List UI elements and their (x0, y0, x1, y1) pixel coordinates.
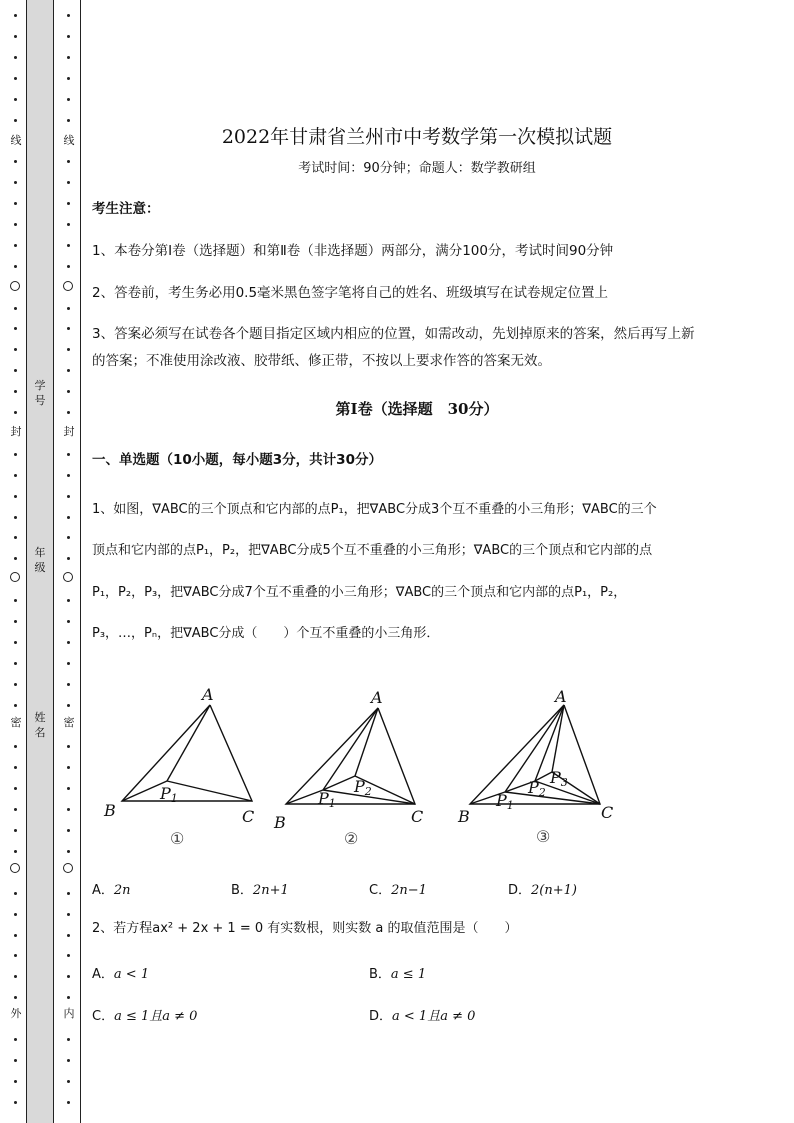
q1-option-b-letter: B． (231, 883, 253, 898)
cut-line-dot (14, 557, 17, 560)
cut-line-dot (67, 1080, 70, 1083)
cut-line-dot (14, 327, 17, 330)
cut-line-dot (14, 892, 17, 895)
field-label-student-id: 学 号 (34, 379, 46, 407)
fig3-label-p2: P2 (528, 778, 546, 799)
q1-line-3: P₁，P₂，P₃，把∇ABC分成7个互不重叠的小三角形；∇ABC的三个顶点和它内部的点P₁，P₂， (92, 585, 627, 600)
cut-line-dot (14, 348, 17, 351)
figure-captions (170, 827, 550, 848)
q2-option-a-letter: A． (92, 967, 114, 982)
fig3-label-b: B (458, 807, 470, 826)
q2-option-a[interactable] (92, 963, 149, 982)
cut-line-dot (67, 98, 70, 101)
cut-line-dot (14, 787, 17, 790)
fig1-label-c: C (242, 807, 255, 826)
cut-line-dot (67, 641, 70, 644)
fig3-label-c: C (601, 803, 614, 822)
cut-line-dot (14, 536, 17, 539)
notice-heading: 考生注意： (92, 201, 160, 217)
cut-line-dot (14, 77, 17, 80)
q1-option-d[interactable] (508, 879, 577, 898)
figure-1-caption: ① (170, 829, 185, 848)
cut-line-dot (67, 307, 70, 310)
cut-line-ring (10, 281, 20, 291)
cut-line-dot (67, 181, 70, 184)
cut-line-dot (67, 244, 70, 247)
outer-mark-mi: 密 (10, 716, 22, 729)
cut-line-dot (67, 975, 70, 978)
cut-line-dot (67, 745, 70, 748)
cut-line-dot (67, 474, 70, 477)
cut-line-dot (67, 1038, 70, 1041)
page-title: 2022年甘肃省兰州市中考数学第一次模拟试题 (221, 126, 613, 148)
cut-line-dot (14, 704, 17, 707)
q1-option-a[interactable] (92, 879, 131, 898)
inner-mark-feng: 封 (63, 425, 75, 438)
cut-line-ring (63, 863, 73, 873)
cut-line-dot (14, 808, 17, 811)
cut-line-dot (67, 829, 70, 832)
cut-line-ring (10, 863, 20, 873)
fig2-label-a: A (371, 688, 383, 707)
cut-line-dot (67, 35, 70, 38)
q1-option-c-text: 2n−1 (391, 883, 427, 898)
cut-line-dot (14, 202, 17, 205)
outer-mark-wai: 外 (10, 1007, 22, 1020)
part1-heading: 第I卷（选择题 30分） (335, 400, 499, 418)
cut-line-dot (14, 411, 17, 414)
figure-1 (122, 705, 252, 801)
cut-line-dot (67, 787, 70, 790)
cut-line-dot (67, 1101, 70, 1104)
cut-line-dot (14, 996, 17, 999)
q2-option-d-text: a < 1且a ≠ 0 (392, 1009, 476, 1024)
cut-line-dot (14, 516, 17, 519)
cut-line-dot (14, 620, 17, 623)
cut-line-dot (67, 411, 70, 414)
fig3-label-a: A (555, 687, 567, 706)
cut-line-dot (14, 850, 17, 853)
q1-line-1: 1、如图，∇ABC的三个顶点和它内部的点P₁，把∇ABC分成3个互不重叠的小三角形；∇ABC的三个 (92, 502, 657, 517)
cut-line-dot (67, 202, 70, 205)
q2-option-b-text: a ≤ 1 (390, 967, 427, 982)
cut-line-dot (67, 808, 70, 811)
cut-line-dot (67, 56, 70, 59)
cut-line-dot (14, 495, 17, 498)
cut-line-dot (14, 307, 17, 310)
q1-option-b-text: 2n+1 (252, 883, 289, 898)
cut-line-dot (14, 662, 17, 665)
cut-line-dot (67, 1059, 70, 1062)
cut-line-dot (67, 662, 70, 665)
cut-line-dot (14, 641, 17, 644)
inner-mark-mi: 密 (63, 716, 75, 729)
cut-line-ring (10, 572, 20, 582)
cut-line-dot (67, 327, 70, 330)
cut-line-dot (67, 348, 70, 351)
inner-mark-nei: 内 (63, 1007, 75, 1020)
q2-option-a-text: a < 1 (113, 967, 150, 982)
notice-item-1: 1、本卷分第I卷（选择题）和第Ⅱ卷（非选择题）两部分，满分100分，考试时间90分钟 (92, 243, 614, 259)
cut-line-dot (14, 390, 17, 393)
notice-item-3-cont: 的答案；不准使用涂改液、胶带纸、修正带，不按以上要求作答的答案无效。 (92, 353, 551, 369)
cut-line-dot (67, 390, 70, 393)
q2-stem: 2、若方程ax² + 2x + 1 = 0 有实数根，则实数 a 的取值范围是（ ） (92, 921, 518, 936)
q2-option-d-letter: D． (369, 1009, 393, 1024)
outer-mark-xian: 线 (10, 134, 22, 147)
q2-option-b-letter: B． (369, 967, 391, 982)
cut-line-dot (67, 683, 70, 686)
q1-line-4: P₃，…，Pₙ，把∇ABC分成（ ）个互不重叠的小三角形． (92, 626, 440, 641)
cut-line-dot (67, 892, 70, 895)
cut-line-dot (14, 934, 17, 937)
gutter-border-left (26, 0, 27, 1123)
cut-line-dot (14, 766, 17, 769)
cut-line-dot (14, 119, 17, 122)
cut-line-dot (14, 975, 17, 978)
cut-line-dot (67, 599, 70, 602)
notice-item-3: 3、答案必须写在试卷各个题目指定区域内相应的位置，如需改动，先划掉原来的答案，然后再写上新 (92, 326, 695, 342)
inner-mark-xian: 线 (63, 134, 75, 147)
cut-line-dot (14, 453, 17, 456)
fig1-label-b: B (104, 801, 116, 820)
fig2-label-b: B (274, 813, 286, 832)
q2-option-c-letter: C． (92, 1009, 115, 1024)
q1-option-c[interactable] (369, 879, 427, 898)
figure-2-caption: ② (344, 829, 359, 848)
cut-line-dot (14, 369, 17, 372)
cut-line-dot (14, 954, 17, 957)
fig2-label-c: C (411, 807, 424, 826)
cut-line-dot (14, 599, 17, 602)
cut-line-dot (67, 704, 70, 707)
cut-line-dot (67, 766, 70, 769)
inner-border (80, 0, 81, 1123)
cut-line-dot (67, 850, 70, 853)
cut-line-dot (14, 181, 17, 184)
cut-line-dot (67, 620, 70, 623)
q1-option-a-text: 2n (113, 883, 131, 898)
cut-line-dot (67, 14, 70, 17)
cut-line-dot (67, 160, 70, 163)
cut-line-dot (67, 453, 70, 456)
cut-line-dot (14, 1038, 17, 1041)
cut-line-dot (67, 516, 70, 519)
cut-line-dot (67, 954, 70, 957)
cut-line-dot (67, 913, 70, 916)
figure-2 (286, 708, 415, 804)
q2-option-c-text: a ≤ 1且a ≠ 0 (114, 1009, 198, 1024)
notice-item-2: 2、答卷前，考生务必用0.5毫米黑色签字笔将自己的姓名、班级填写在试卷规定位置上 (92, 285, 609, 301)
fig2-label-p2: P2 (354, 777, 372, 798)
cut-line-dot (67, 77, 70, 80)
fig1-label-p1: P1 (160, 784, 178, 805)
cut-line-dot (67, 996, 70, 999)
q2-option-c[interactable] (92, 1005, 197, 1024)
cut-line-dot (14, 265, 17, 268)
outer-mark-feng: 封 (10, 425, 22, 438)
cut-line-dot (14, 829, 17, 832)
fig1-label-a: A (202, 685, 214, 704)
cut-line-dot (14, 244, 17, 247)
fig2-label-p1: P1 (318, 789, 336, 810)
q1-line-2: 顶点和它内部的点P₁，P₂，把∇ABC分成5个互不重叠的小三角形；∇ABC的三个顶点和它内部的点 (92, 543, 653, 558)
cut-line-dot (67, 557, 70, 560)
fig3-label-p1: P1 (496, 791, 514, 812)
figure-3-caption: ③ (536, 827, 551, 846)
gutter-border-right (53, 0, 54, 1123)
q1-option-a-letter: A． (92, 883, 114, 898)
cut-line-dot (67, 934, 70, 937)
section-heading: 一、单选题（10小题，每小题3分，共计30分） (92, 452, 382, 468)
cut-line-dot (14, 1080, 17, 1083)
cut-line-dot (67, 265, 70, 268)
cut-line-ring (63, 572, 73, 582)
q1-figures (90, 680, 650, 855)
cut-line-dot (14, 683, 17, 686)
cut-line-dot (67, 495, 70, 498)
cut-line-dot (67, 223, 70, 226)
cut-line-dot (14, 223, 17, 226)
cut-line-dot (14, 913, 17, 916)
cut-line-ring (63, 281, 73, 291)
cut-line-dot (67, 536, 70, 539)
field-label-grade: 年 级 (34, 546, 46, 574)
q2-option-b[interactable] (369, 963, 426, 982)
q1-option-d-text: 2(n+1) (531, 883, 577, 898)
cut-line-dot (14, 1059, 17, 1062)
cut-line-dot (14, 474, 17, 477)
cut-line-dot (67, 369, 70, 372)
cut-line-dot (14, 160, 17, 163)
cut-line-dot (14, 56, 17, 59)
q1-option-c-letter: C． (369, 883, 392, 898)
cut-line-dot (14, 14, 17, 17)
cut-line-dot (67, 119, 70, 122)
q2-option-d[interactable] (369, 1005, 475, 1024)
cut-line-dot (14, 35, 17, 38)
q1-option-b[interactable] (231, 879, 289, 898)
cut-line-dot (14, 98, 17, 101)
page-subtitle: 考试时间：90分钟；命题人：数学教研组 (298, 161, 536, 176)
cut-line-dot (14, 1101, 17, 1104)
fig3-label-p3: P3 (550, 768, 568, 789)
field-label-name: 姓 名 (34, 711, 46, 739)
cut-line-dot (14, 745, 17, 748)
q1-option-d-letter: D． (508, 883, 532, 898)
